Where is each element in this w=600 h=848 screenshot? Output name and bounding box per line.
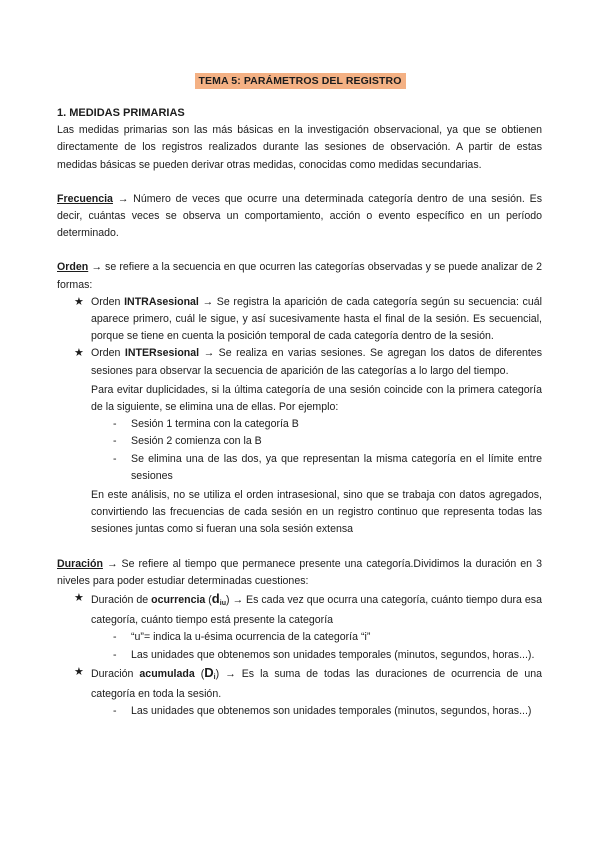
duracion-term: Duración: [57, 557, 103, 570]
list-item-intersesional: [57, 345, 542, 538]
dash-bullet-icon: -: [113, 631, 117, 644]
open-paren: (: [194, 667, 205, 680]
list-item: [91, 647, 542, 664]
orden-list: [57, 294, 542, 539]
close-paren: ): [215, 667, 220, 680]
duracion-paragraph: [57, 556, 542, 590]
inter-paragraph-3: En este análisis, no se utiliza el orden intrasesional, sino que se trabaja con datos agregados, convirtiendo las frecuencias de cada sesión en un registro continuo que representa todas las sesiones juntas como si fueran una sola sesión extensa: [91, 489, 542, 536]
intra-bold: INTRAsesional: [124, 295, 199, 308]
orden-term: Orden: [57, 261, 89, 274]
orden-paragraph: [57, 259, 542, 293]
page-title: TEMA 5: PARÁMETROS DEL REGISTRO: [195, 73, 406, 89]
duracion-list: [57, 590, 542, 720]
inter-paragraph-2: Para evitar duplicidades, si la última categoría de una sesión coincide con la primera categoría de la siguiente, se elimina una de ellas. Por ejemplo:: [91, 383, 542, 414]
ocurrencia-items: [91, 629, 542, 663]
dash-bullet-icon: -: [113, 648, 117, 661]
ocurrencia-prefix: Duración de: [91, 594, 152, 607]
list-item-intrasesional: [57, 294, 542, 346]
duracion-text: → Se refiere al tiempo que permanece presente una categoría.Dividimos la duración en 3 niveles para poder estudiar determinadas cuestiones:: [57, 557, 542, 587]
star-bullet-icon: ★: [74, 665, 84, 678]
item-text: Las unidades que obtenemos son unidades temporales (minutos, segundos, horas...): [131, 705, 532, 718]
acumulada-bold: acumulada: [139, 667, 195, 680]
intra-text: → Se registra la aparición de cada categoría según su secuencia: cuál aparece primero, cuál le sigue, y así sucesivamente hasta el final de la sesión. Es secuencial, porque se tiene en cuenta la posición temporal de cada categoría dentro de la sesión.: [91, 295, 542, 343]
dash-bullet-icon: -: [113, 418, 117, 431]
acumulada-items: [91, 703, 542, 720]
intra-prefix: Orden: [91, 295, 125, 308]
dash-bullet-icon: -: [113, 435, 117, 448]
acumulada-symbol: D: [204, 664, 214, 680]
inter-prefix: Orden: [91, 347, 125, 360]
list-item: [91, 416, 542, 433]
ocurrencia-bold: ocurrencia: [151, 594, 206, 607]
inter-examples: [91, 416, 542, 485]
inter-bold: INTERsesional: [124, 347, 200, 360]
example-text: Sesión 1 termina con la categoría B: [131, 418, 299, 431]
item-text: “u”= indica la u-ésima ocurrencia de la categoría “i”: [131, 631, 371, 644]
acumulada-text: → Es la suma de todas las duraciones de ocurrencia de una categoría en toda la sesión.: [91, 667, 542, 701]
title-container: [0, 71, 600, 89]
dash-bullet-icon: -: [113, 705, 117, 718]
list-item: [91, 433, 542, 450]
orden-text: → se refiere a la secuencia en que ocurren las categorías observadas y se puede analizar de 2 formas:: [57, 261, 542, 291]
example-text: Sesión 2 comienza con la B: [131, 435, 262, 448]
list-item-acumulada: [57, 664, 542, 721]
list-item-ocurrencia: [57, 590, 542, 664]
frecuencia-term: Frecuencia: [57, 192, 113, 205]
frecuencia-paragraph: [57, 191, 542, 243]
frecuencia-text: → Número de veces que ocurre una determinada categoría dentro de una sesión. Es decir, cuántas veces se observa un comportamiento, acción o evento específico en un período determinado.: [57, 192, 542, 240]
star-bullet-icon: ★: [74, 592, 84, 605]
section-heading: 1. MEDIDAS PRIMARIAS: [57, 107, 185, 119]
open-paren: (: [205, 594, 212, 607]
item-text: Las unidades que obtenemos son unidades temporales (minutos, segundos, horas...).: [131, 648, 535, 661]
dash-bullet-icon: -: [113, 452, 117, 465]
list-item: [91, 703, 542, 720]
list-item: [91, 629, 542, 646]
star-bullet-icon: ★: [74, 347, 84, 360]
section-intro: Las medidas primarias son las más básicas en la investigación observacional, ya que se obtienen directamente de los registros realizados durante las sesiones de observación. A partir de estas medidas básicas se pueden derivar otras medidas, conocidas como medidas secundarias.: [57, 124, 542, 171]
example-text: Se elimina una de las dos, ya que representan la misma categoría en el límite entre sesiones: [131, 452, 542, 482]
acumulada-subscript: i: [213, 673, 216, 681]
ocurrencia-symbol: d: [211, 591, 220, 607]
ocurrencia-text: → Es cada vez que ocurra una categoría, cuánto tiempo dura esa categoría, cuánto tiempo está presente la categoría: [91, 594, 542, 627]
star-bullet-icon: ★: [74, 295, 84, 308]
list-item: [91, 451, 542, 485]
acumulada-prefix: Duración: [91, 667, 140, 680]
inter-text: → Se realiza en varias sesiones. Se agregan los datos de diferentes sesiones para observar la secuencia de aparición de las categorías a lo largo del tiempo.: [91, 347, 542, 377]
ocurrencia-subscript: iu: [219, 600, 226, 608]
close-paren: ): [225, 594, 230, 607]
document-body: [57, 105, 542, 721]
